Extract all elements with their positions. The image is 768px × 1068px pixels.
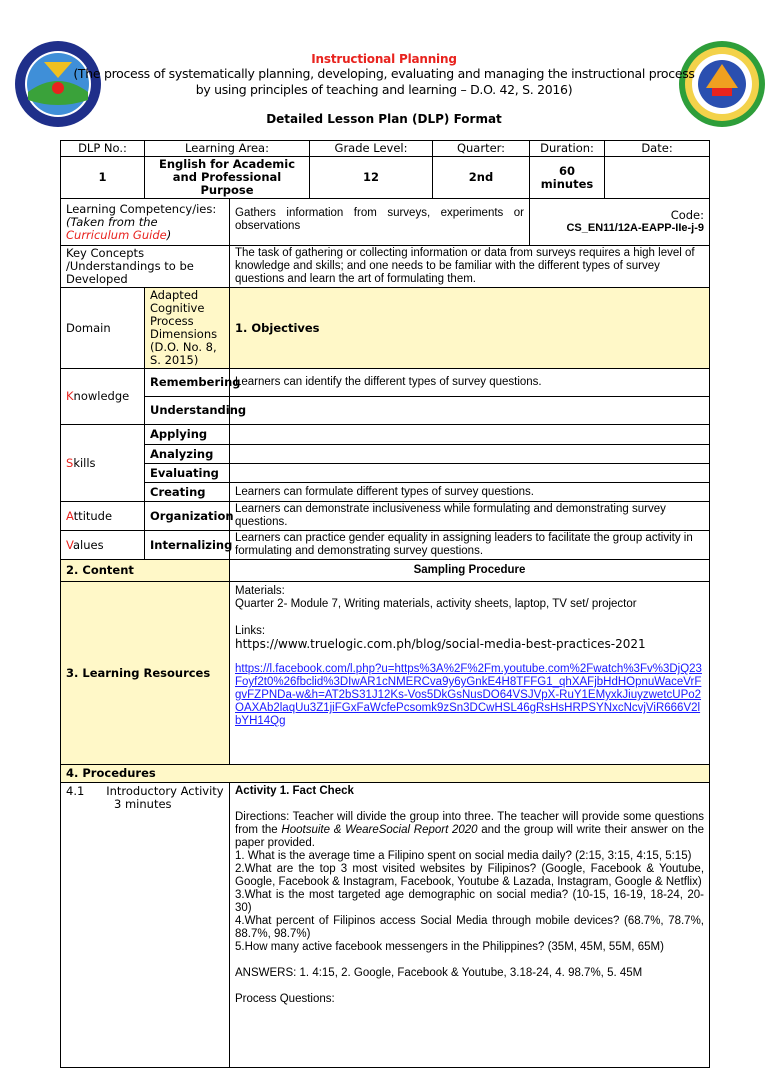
competency-note-suffix: ) [166,227,172,242]
question-2: 2.What are the top 3 most visited websites by Filipinos? (Google, Facebook & Youtube, Google, Facebook & Instagram, Facebook, Youtube & Lazada, Instagram, Google & Netflix) [235,863,705,888]
materials-text: Quarter 2- Module 7, Writing materials, activity sheets, laptop, TV set/ projector [235,598,637,610]
dim-applying: Applying [145,425,230,445]
value-dlp-no: 1 [61,157,145,199]
directions [235,811,704,850]
attitude-first: A [66,508,74,523]
domain-attitude [61,502,145,531]
competency-code-cell [530,199,710,246]
competency-note-red: Curriculum Guide [66,227,167,242]
competency-label-cell [61,199,230,246]
label-quarter: Quarter: [433,141,530,157]
question-5: 5.How many active facebook messengers in the Philippines? (35M, 45M, 55M, 65M) [235,941,664,953]
obj-remembering: Learners can identify the different types of survey questions. [230,369,710,397]
values-rest: alues [72,537,104,552]
value-quarter: 2nd [433,157,530,199]
value-date [605,157,710,199]
knowledge-rest: nowledge [73,389,130,403]
knowledge-first: K [66,389,74,403]
question-3: 3.What is the most targeted age demographic on social media? (10-15, 16-19, 18-24, 20-30) [235,889,705,914]
document-header [0,52,768,126]
dim-creating: Creating [145,483,230,502]
format-title: Detailed Lesson Plan (DLP) Format [266,112,502,126]
competency-text: Gathers information from surveys, experiments or observations [230,199,530,246]
code-label: Code: [670,208,705,222]
content-value: Sampling Procedure [230,560,710,582]
activity-title: Activity 1. Fact Check [235,785,354,797]
resources-label: 3. Learning Resources [61,582,230,765]
skills-first: S [66,455,74,470]
question-1: 1. What is the average time a Filipino spent on social media daily? (2:15, 3:15, 4:15, 5:15) [235,850,692,862]
value-duration: 60 minutes [530,157,605,199]
intro-num: 4.1 [66,784,85,798]
intro-activity-content [230,783,710,1068]
domain-header: Domain [61,288,145,369]
competency-label: Learning Competency/ies: [66,201,217,216]
competency-note-prefix: (Taken from the [66,214,158,229]
dim-analyzing: Analyzing [145,445,230,464]
dim-internalizing: Internalizing [145,531,230,560]
obj-creating: Learners can formulate different types of survey questions. [230,483,710,502]
materials-label: Materials: [235,585,285,597]
process-questions: Process Questions: [235,993,335,1005]
link-facebook-youtube[interactable]: https://l.facebook.com/l.php?u=https%3A%2F%2Fm.youtube.com%2Fwatch%3Fv%3DjQ23Foyf2t0%26fbclid%3DIwAR1cNMERCva9y6yGnkE4H8TFFG1_qhXAFjbHdHOpnuWaceVrFgvFZPNDa-w&h=AT2bS31J12Ks-Vos5DkGsNusDO64VSJVpX-RuY1EMyxkJiuyzwetcUPo2OAXAb2laqUu3Z1jiFGxFaWcfePcsomk9zSn3DCwHSL46gRsHsHRPSYNxcNcvjViR666V2lbYH14Qg [235,663,702,727]
dim-remembering: Remembering [145,369,230,397]
acpd-header: Adapted Cognitive Process Dimensions (D.O. No. 8, S. 2015) [145,288,230,369]
dim-understanding: Understanding [145,397,230,425]
domain-values [61,531,145,560]
value-grade-level: 12 [310,157,433,199]
key-concepts-text: The task of gathering or collecting information or data from surveys requires a high level of knowledge and skills; and one needs to be familiar with the different types of survey questions and learn the art of formulating them. [230,246,710,288]
links-label: Links: [235,625,266,637]
directions-b: and the group will write their answer on the paper provided. [235,824,704,849]
obj-applying [230,425,710,445]
obj-understanding [230,397,710,425]
label-grade-level: Grade Level: [310,141,433,157]
intro-title: Introductory Activity [106,784,224,798]
attitude-rest: ttitude [73,508,113,523]
code-value: CS_EN11/12A-EAPP-IIe-j-9 [566,222,705,234]
obj-organization: Learners can demonstrate inclusiveness while formulating and demonstrating survey questions. [230,502,710,531]
intro-time: 3 minutes [114,797,172,811]
dim-evaluating: Evaluating [145,464,230,483]
value-learning-area: English for Academic and Professional Purpose [145,157,310,199]
label-learning-area: Learning Area: [145,141,310,157]
intro-activity-cell [61,783,230,1068]
answers: ANSWERS: 1. 4:15, 2. Google, Facebook & Youtube, 3.18-24, 4. 98.7%, 5. 45M [235,967,643,979]
domain-skills [61,425,145,502]
key-concepts-label: Key Concepts /Understandings to be Developed [61,246,230,288]
obj-analyzing [230,445,710,464]
label-duration: Duration: [530,141,605,157]
obj-internalizing: Learners can practice gender equality in assigning leaders to facilitate the group activity in formulating and demonstrating survey questions. [230,531,710,560]
directions-italic: Hootsuite & WeareSocial Report 2020 [281,824,478,836]
content-label: 2. Content [61,560,230,582]
values-first: V [66,537,73,552]
dlp-table [60,140,710,1068]
domain-knowledge [61,369,145,425]
label-date: Date: [605,141,710,157]
procedures-label: 4. Procedures [61,765,710,783]
header-subtitle-line1: (The process of systematically planning, developing, evaluating and managing the instructional process [73,66,695,81]
label-dlp-no: DLP No.: [61,141,145,157]
question-4: 4.What percent of Filipinos access Social Media through mobile devices? (68.7%, 78.7%, 88.7%, 98.7%) [235,915,705,940]
link-truelogic[interactable]: https://www.truelogic.com.ph/blog/social-media-best-practices-2021 [235,637,646,651]
objectives-header: 1. Objectives [230,288,710,369]
header-title: Instructional Planning [311,52,457,66]
directions-a: Directions: Teacher will divide the group into three. The teacher will provide some questions from the [235,811,705,836]
resources-cell [230,582,710,765]
header-subtitle-line2: by using principles of teaching and learning – D.O. 42, S. 2016) [195,82,573,97]
dim-organization: Organization [145,502,230,531]
skills-rest: kills [73,455,96,470]
obj-evaluating [230,464,710,483]
